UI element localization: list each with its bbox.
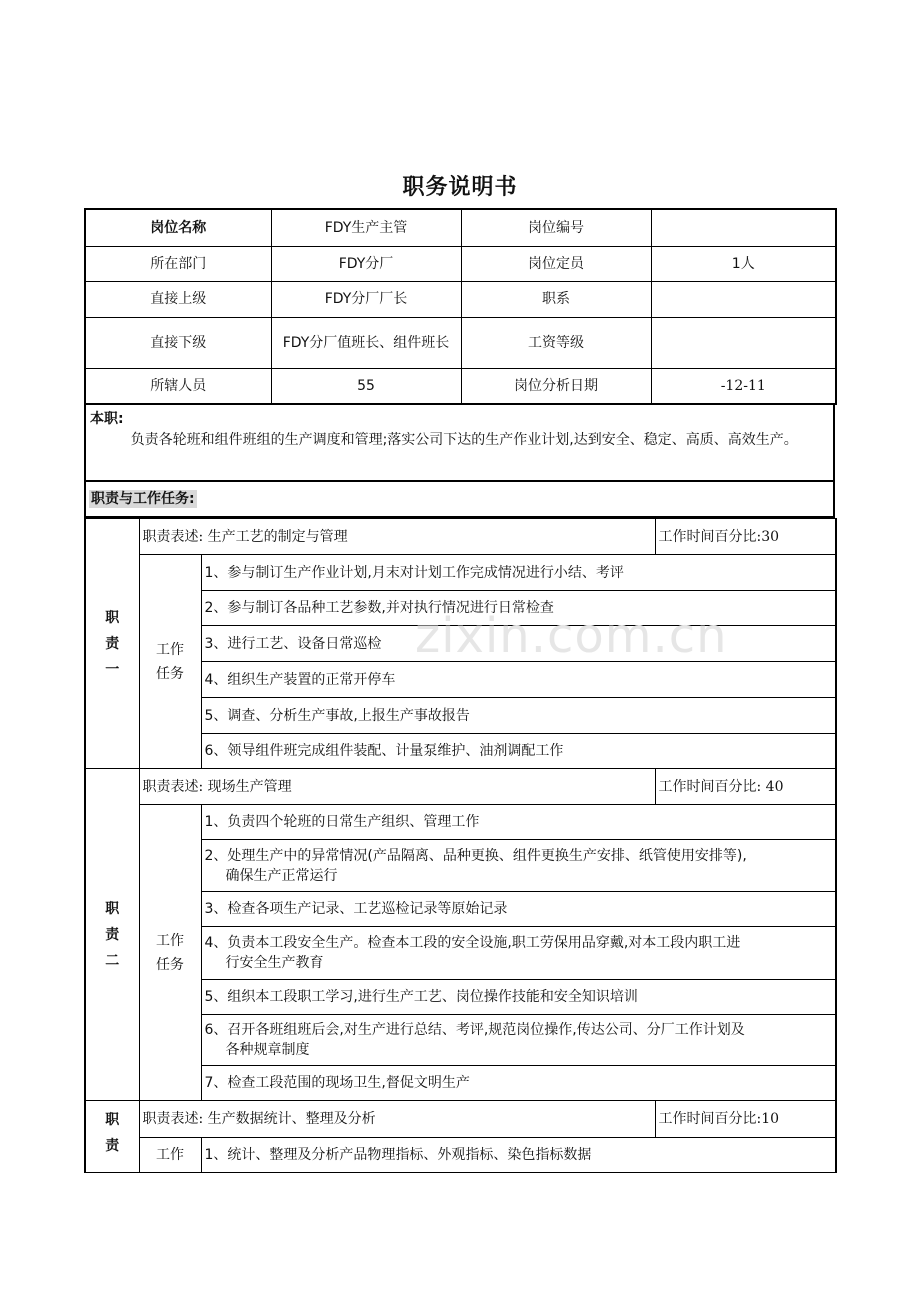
job-family-label: 职系 bbox=[461, 281, 651, 317]
duties-header bbox=[84, 481, 835, 518]
dept-label: 所在部门 bbox=[85, 246, 271, 281]
duty3-time-percent: 工作时间百分比:10 bbox=[655, 1101, 836, 1138]
core-duty-label: 本职: bbox=[90, 411, 124, 427]
analysis-date-value: -12-11 bbox=[651, 368, 836, 404]
staff-label: 所辖人员 bbox=[85, 368, 271, 404]
duty2-task-item: 3、检查各项生产记录、工艺巡检记录等原始记录 bbox=[201, 892, 836, 927]
duty2-task-label: 工作 任务 bbox=[139, 805, 201, 1101]
duty2-group-label: 职 责 二 bbox=[85, 769, 139, 1101]
headcount-label: 岗位定员 bbox=[461, 246, 651, 281]
dept-value: FDY分厂 bbox=[271, 246, 461, 281]
duty2-task-item: 7、检查工段范围的现场卫生,督促文明生产 bbox=[201, 1066, 836, 1101]
duty2-description: 职责表述: 现场生产管理 bbox=[139, 769, 655, 805]
duty1-task-label: 工作 任务 bbox=[139, 555, 201, 769]
document-title: 职务说明书 bbox=[402, 175, 518, 200]
duty1-task-item: 5、调查、分析生产事故,上报生产事故报告 bbox=[201, 698, 836, 734]
staff-value: 55 bbox=[271, 368, 461, 404]
watermark-text: zixin.com.cn bbox=[415, 608, 728, 664]
duty1-task-item: 6、领导组件班完成组件装配、计量泵维护、油剂调配工作 bbox=[201, 734, 836, 769]
duty2-task-item: 6、召开各班组班后会,对生产进行总结、考评,规范岗位操作,传达公司、分厂工作计划及 各种规章制度 bbox=[201, 1015, 836, 1066]
position-no-label: 岗位编号 bbox=[461, 209, 651, 246]
wage-grade-label: 工资等级 bbox=[461, 317, 651, 368]
duty2-task-item: 1、负责四个轮班的日常生产组织、管理工作 bbox=[201, 805, 836, 840]
position-no-value bbox=[651, 209, 836, 246]
duty3-task-label: 工作 bbox=[139, 1138, 201, 1173]
duty3-group-label: 职 责 bbox=[85, 1101, 139, 1173]
duties-table bbox=[84, 518, 837, 1173]
subordinate-label: 直接下级 bbox=[85, 317, 271, 368]
duty2-task-item: 5、组织本工段职工学习,进行生产工艺、岗位操作技能和安全知识培训 bbox=[201, 980, 836, 1015]
analysis-date-label: 岗位分析日期 bbox=[461, 368, 651, 404]
duty3-task-item: 1、统计、整理及分析产品物理指标、外观指标、染色指标数据 bbox=[201, 1138, 836, 1173]
duty3-description: 职责表述: 生产数据统计、整理及分析 bbox=[139, 1101, 655, 1138]
duty1-task-item: 1、参与制订生产作业计划,月末对计划工作完成情况进行小结、考评 bbox=[201, 555, 836, 591]
duty1-time-percent: 工作时间百分比:30 bbox=[655, 519, 836, 555]
wage-grade-value bbox=[651, 317, 836, 368]
position-name-label: 岗位名称 bbox=[85, 209, 271, 246]
duty1-task-item: 4、组织生产装置的正常开停车 bbox=[201, 662, 836, 698]
duties-header-label: 职责与工作任务: bbox=[91, 491, 195, 507]
duty1-description: 职责表述: 生产工艺的制定与管理 bbox=[139, 519, 655, 555]
core-duty-text: 负责各轮班和组件班组的生产调度和管理;落实公司下达的生产作业计划,达到安全、稳定、高质、高效生产。 bbox=[130, 432, 798, 448]
duty1-task-item: 2、参与制订各品种工艺参数,并对执行情况进行日常检查 bbox=[201, 591, 836, 626]
position-name-value: FDY生产主管 bbox=[271, 209, 461, 246]
core-duty-section bbox=[84, 404, 835, 482]
superior-label: 直接上级 bbox=[85, 281, 271, 317]
subordinate-value: FDY分厂值班长、组件班长 bbox=[271, 317, 461, 368]
duty2-task-item: 4、负责本工段安全生产。检查本工段的安全设施,职工劳保用品穿戴,对本工段内职工进 行安全生产教育 bbox=[201, 927, 836, 980]
headcount-value: 1人 bbox=[651, 246, 836, 281]
duty1-group-label: 职 责 一 bbox=[85, 519, 139, 769]
job-family-value bbox=[651, 281, 836, 317]
superior-value: FDY分厂厂长 bbox=[271, 281, 461, 317]
duty2-time-percent: 工作时间百分比: 40 bbox=[655, 769, 836, 805]
duty2-task-item: 2、处理生产中的异常情况(产品隔离、品种更换、组件更换生产安排、纸管使用安排等), 确保生产正常运行 bbox=[201, 840, 836, 892]
basic-info-table bbox=[84, 208, 837, 405]
duty1-task-item: 3、进行工艺、设备日常巡检 bbox=[201, 626, 836, 662]
